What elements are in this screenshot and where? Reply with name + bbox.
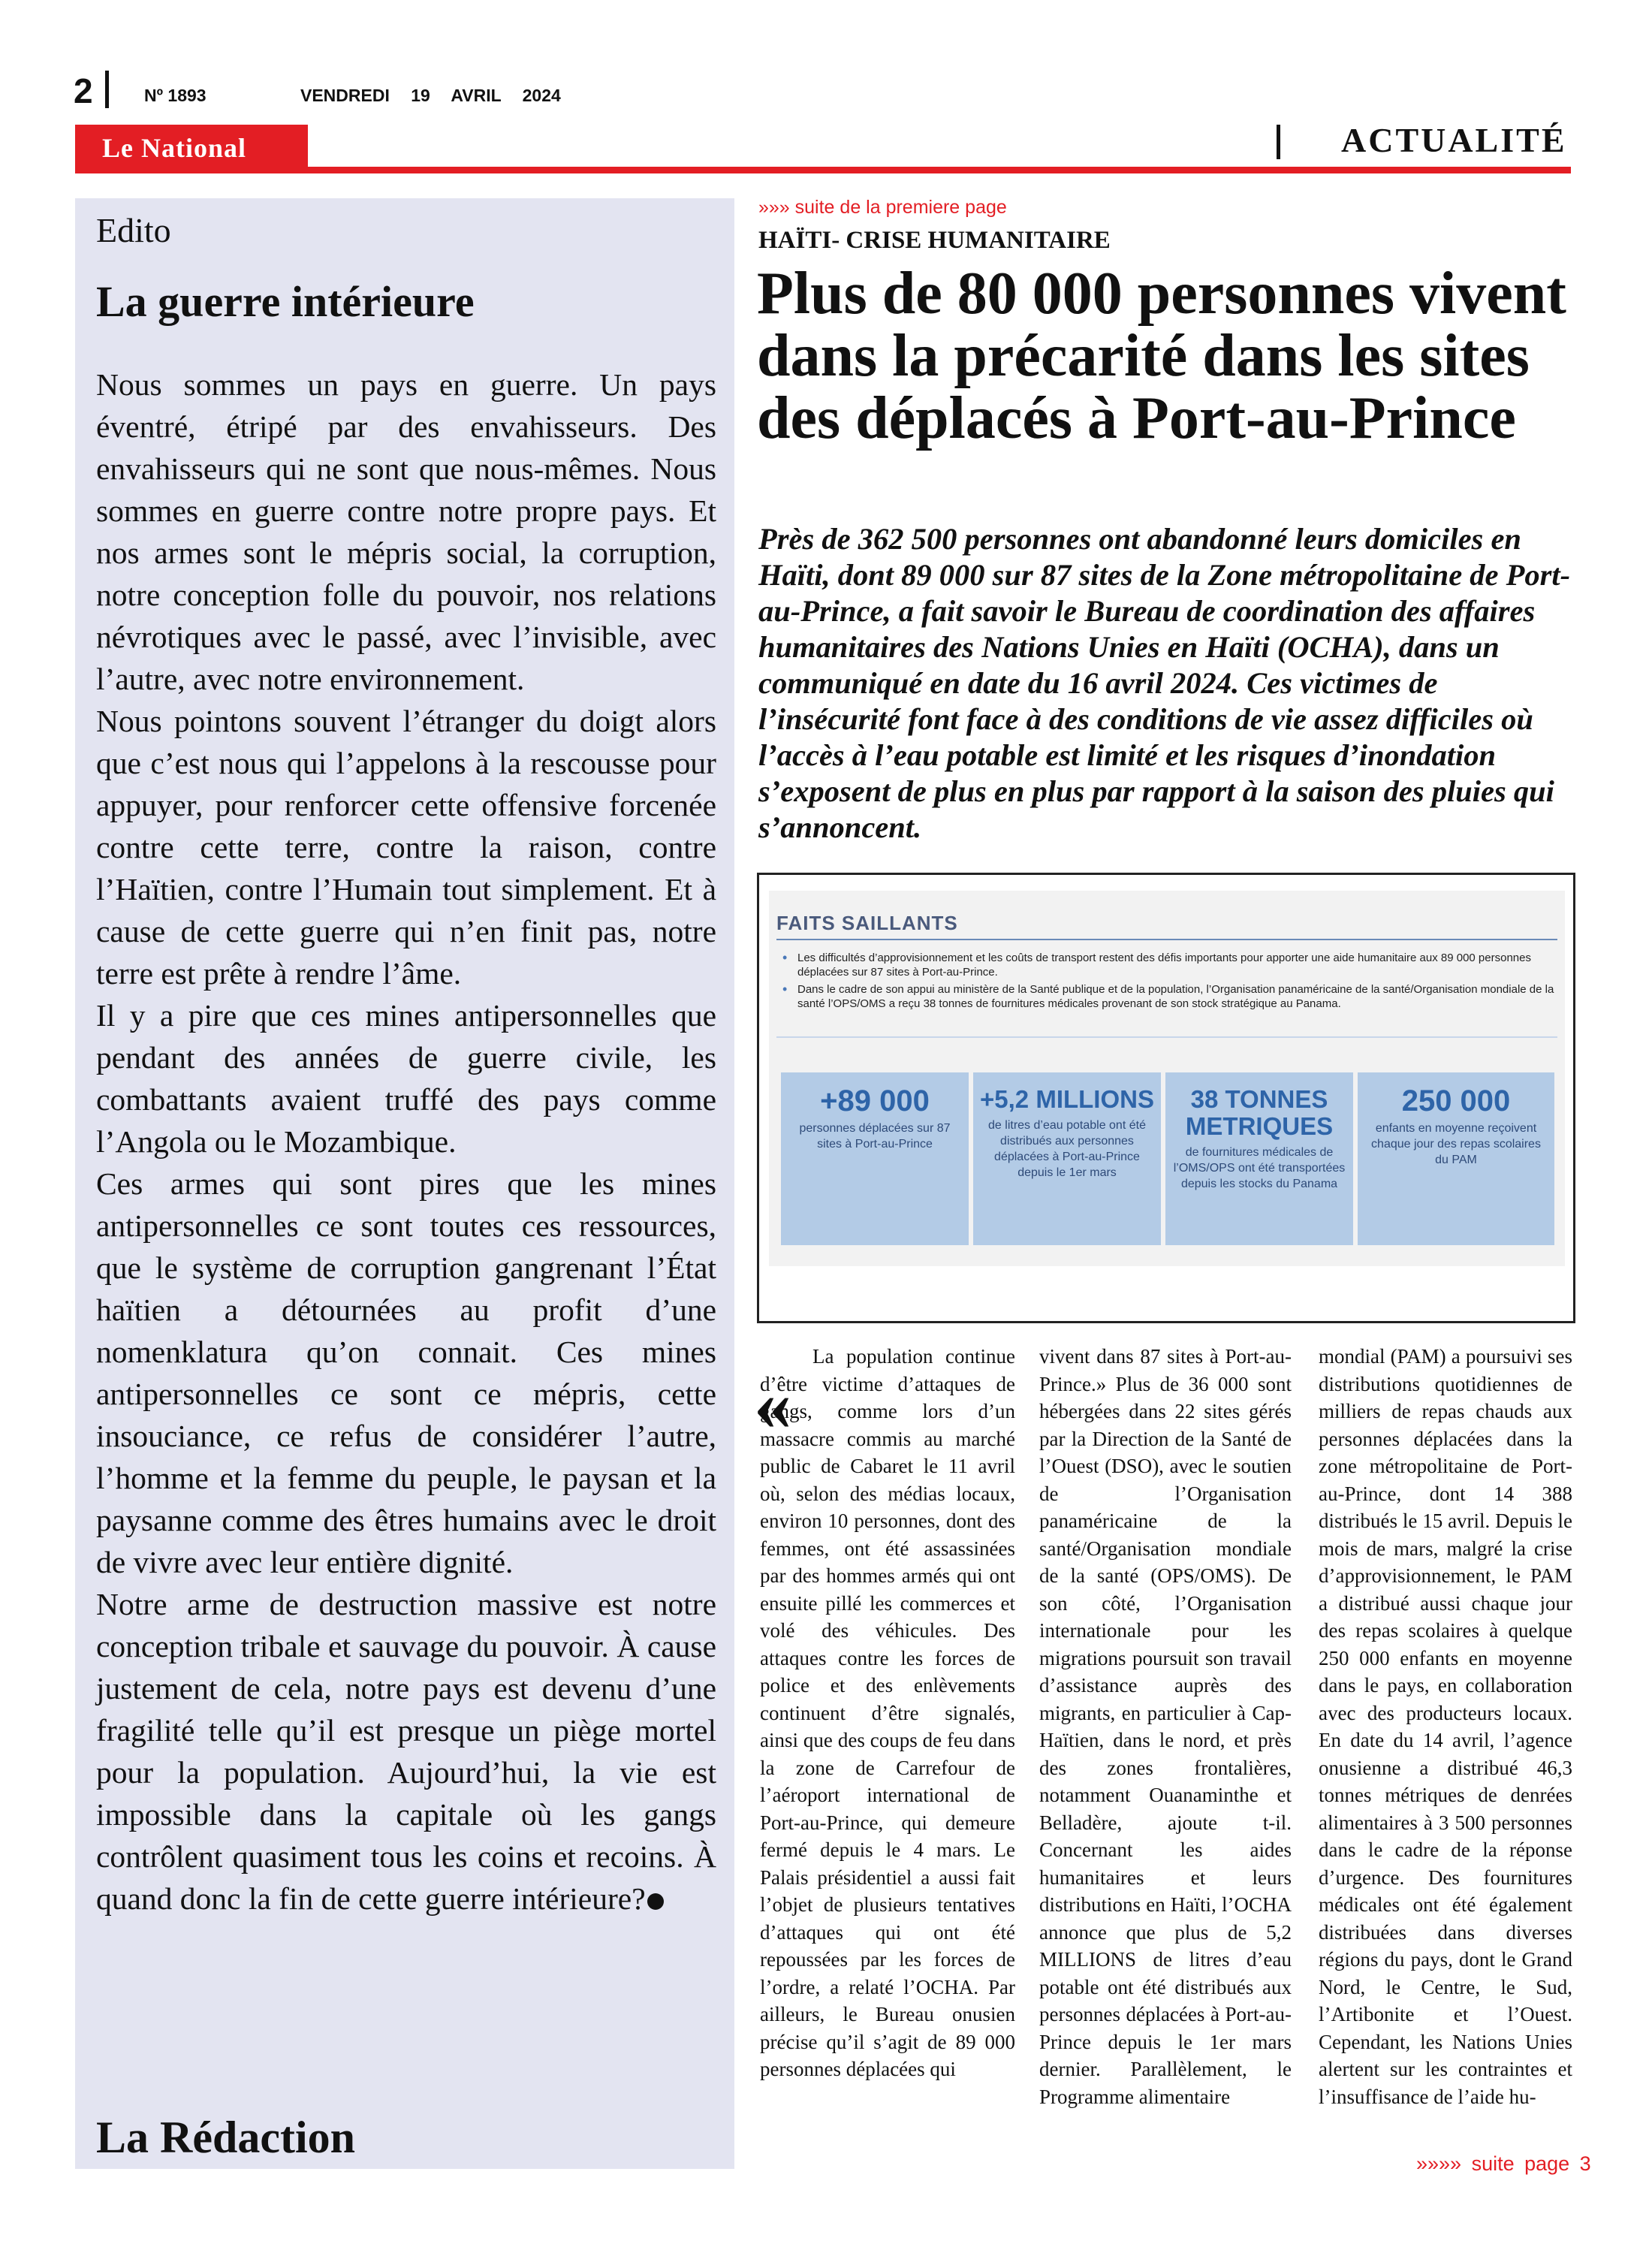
article-column-2 — [1039, 1343, 1292, 2110]
column-text: La population continue d’être victime d’attaques de gangs, comme lors d’un massacre commis au marché public de Cabaret le 11 avril où, selon des médias locaux, environ 10 personnes, dont des femmes, ont été assassinées par des hommes armés qui ont ensuite pillé les commerces et volé des véhicules. Des attaques contre les forces de police et des enlèvements continuent d’être signalés, ainsi que des coups de feu dans la zone de Carrefour de l’aéroport international de Port-au-Prince, qui demeure fermé depuis le 4 mars. Le Palais présidentiel a aussi fait l’objet de plusieurs tentatives d’attaques qui ont été repoussées par les forces de l’ordre, a relaté l’OCHA. Par ailleurs, le Bureau onusien précise qu’il s’agit de 89 000 personnes déplacées qui — [760, 1345, 1015, 2080]
stat-card-medical — [1165, 1072, 1353, 1245]
edito-body — [96, 363, 716, 1920]
article-column-3 — [1319, 1343, 1572, 2110]
article-column-1 — [760, 1343, 1015, 2083]
column-text: mondial (PAM) a poursuivi ses distributions quotidiennes de milliers de repas chauds aux personnes déplacées dans la zone métropolitaine de Port-au-Prince, dont 14 388 distribués le 15 avril. Depuis le mois de mars, malgré la crise d’approvisionnement, le PAM a distribué aussi chaque jour des repas scolaires à quelque 250 000 enfants en moyenne dans le pays, en collaboration avec des producteurs locaux. En date du 14 avril, l’agence onusienne a distribué 46,3 tonnes métriques de denrées alimentaires à 3 500 personnes dans le cadre de la réponse d’urgence. Des fournitures médicales ont été également distribuées dans diverses régions du pays, dont le Grand Nord, le Centre, le Sud, l’Artibonite et l’Ouest. Cependant, les Nations Unies alertent sur les contraintes et l’insuffisance de l’aide hu- — [1319, 1345, 1572, 2108]
section-label: ACTUALITÉ — [1341, 121, 1567, 159]
stat-description: personnes déplacées sur 87 sites à Port-au-Prince — [799, 1122, 951, 1151]
stat-value: +5,2 MILLIONS — [980, 1085, 1154, 1113]
highlights-separator — [776, 1036, 1557, 1038]
edito-kicker: Edito — [96, 211, 171, 249]
header-rule — [75, 167, 1571, 173]
edito-paragraph: Notre arme de destruction massive est notre conception tribale et sauvage du pouvoir. À cause justement de cela, notre pays est devenu d’une fragilité telle qu’il est presque un piège mortel pour la population. Aujourd’hui, la vie est impossible dans la capitale où les gangs contrôlent quasiment tous les coins et recoins. À quand donc la fin de cette guerre intérieure? — [96, 1587, 716, 1916]
stat-value: +89 000 — [820, 1084, 930, 1117]
column-text: vivent dans 87 sites à Port-au-Prince.» Plus de 36 000 sont hébergées dans 22 sites gérés par la Direction de la Santé de l’Ouest (DSO), avec le soutien de l’Organisation panaméricaine de la santé/Organisation mondiale de la santé (OPS/OMS). De son côté, l’Organisation internationale pour les migrations poursuit son travail d’assistance auprès des migrants, en particulier à Cap-Haïtien, dans le nord, et près des zones frontalières, notamment Ouanaminthe et Belladère, ajoute t-il. Concernant les aides humanitaires et leurs distributions en Haïti, l’OCHA annonce que plus de 5,2 MILLIONS de litres d’eau potable ont été distribués aux personnes déplacées à Port-au-Prince depuis le 1er mars dernier. Parallèlement, le Programme alimentaire — [1039, 1345, 1292, 2108]
end-mark-icon — [647, 1893, 664, 1910]
highlights-list — [781, 951, 1554, 1014]
edito-paragraph: Nous sommes un pays en guerre. Un pays éventré, étripé par des envahisseurs. Des envahisseurs qui ne sont que nous-mêmes. Nous sommes en guerre contre notre propre pays. Et nos armes sont le mépris social, la corruption, notre conception folle du pouvoir, nos relations névrotiques avec le passé, avec l’invisible, avec l’autre, avec notre environnement. — [96, 367, 716, 696]
continued-to-link: »»»» suite page 3 — [1416, 2152, 1591, 2175]
highlight-item: • Dans le cadre de son appui au ministère de la Santé publique et de la population, l’Organisation panaméricaine de la santé/Organisation mondiale de la santé l’OPS/OMS a reçu 38 tonnes de fournitures médicales provenant de son stock stratégique au Panama. — [781, 982, 1554, 1011]
edito-paragraph: Nous pointons souvent l’étranger du doigt alors que c’est nous qui l’appelons à la rescousse pour appuyer, pour renforcer cette offensive forcenée contre cette terre, contre la raison, contre l’Haïtien, contre l’Humain tout simplement. Et à cause de cette guerre qui n’en finit pas, notre terre est prête à rendre l’âme. — [96, 704, 716, 991]
stat-card-displaced — [781, 1072, 969, 1245]
stat-value: 250 000 — [1401, 1084, 1511, 1117]
edito-title: La guerre intérieure — [96, 277, 475, 326]
issue-date: VENDREDI 19 AVRIL 2024 — [300, 86, 561, 105]
continued-from-link: »»» suite de la premiere page — [758, 197, 1007, 218]
highlights-rule — [776, 939, 1557, 940]
article-lead: Près de 362 500 personnes ont abandonné leurs domiciles en Haïti, dont 89 000 sur 87 sites de la Zone métropolitaine de Port-au-Prince, a fait savoir le Bureau de coordination des affaires humanitaires des Nations Unies en Haïti (OCHA), dans un communiqué en date du 16 avril 2024. Ces victimes de l’insécurité font face à des conditions de vie assez difficiles où l’accès à l’eau potable est limité et les risques d’inondation s’exposent de plus en plus par rapport à la saison des pluies qui s’annoncent. — [758, 522, 1571, 844]
page-number-divider — [105, 71, 109, 108]
edito-paragraph: Ces armes qui sont pires que les mines antipersonnelles ce sont toutes ces ressources, que le système de corruption gangrenant l’État haïtien a détournées au profit d’une nomenklatura qu’on connait. Ces mines antipersonnelles ce sont ce mépris, cette insouciance, ce refus de considérer l’autre, l’homme et la femme du peuple, le paysan et la paysanne comme des êtres humains avec le droit de vivre avec leur entière dignité. — [96, 1166, 716, 1579]
page-number: 2 — [74, 71, 93, 110]
stat-description: de fournitures médicales de l’OMS/OPS ont été transportées depuis les stocks du Panama — [1173, 1146, 1346, 1190]
highlight-item: • Les difficultés d’approvisionnement et les coûts de transport restent des défis importants pour apporter une aide humanitaire aux 89 000 personnes déplacées sur 87 sites à Port-au-Prince. — [781, 951, 1554, 979]
stat-value: 38 TONNES METRIQUES — [1185, 1085, 1334, 1140]
article-kicker: HAÏTI- CRISE HUMANITAIRE — [758, 227, 1111, 254]
stat-card-meals — [1358, 1072, 1554, 1245]
highlights-title: FAITS SAILLANTS — [776, 912, 958, 934]
brand-name: Le National — [102, 133, 247, 163]
edito-paragraph: Il y a pire que ces mines antipersonnelles que pendant des années de guerre civile, les combattants avaient truffé des pays comme l’Angola ou le Mozambique. — [96, 998, 716, 1159]
issue-number: Nº 1893 — [144, 86, 206, 105]
section-divider — [1277, 125, 1280, 159]
edito-signature: La Rédaction — [96, 2113, 355, 2162]
article-headline: Plus de 80 000 personnes vivent dans la précarité dans les sites des déplacés à Port-au-Prince — [757, 261, 1566, 451]
quote-mark-icon: « — [754, 1362, 791, 1446]
edito-paragraph-last — [96, 1583, 716, 1920]
stat-description: enfants en moyenne reçoivent chaque jour des repas scolaires du PAM — [1371, 1122, 1541, 1166]
stat-description: de litres d’eau potable ont été distribués aux personnes déplacées à Port-au-Prince depuis le 1er mars — [988, 1119, 1146, 1179]
stat-card-water — [973, 1072, 1161, 1245]
